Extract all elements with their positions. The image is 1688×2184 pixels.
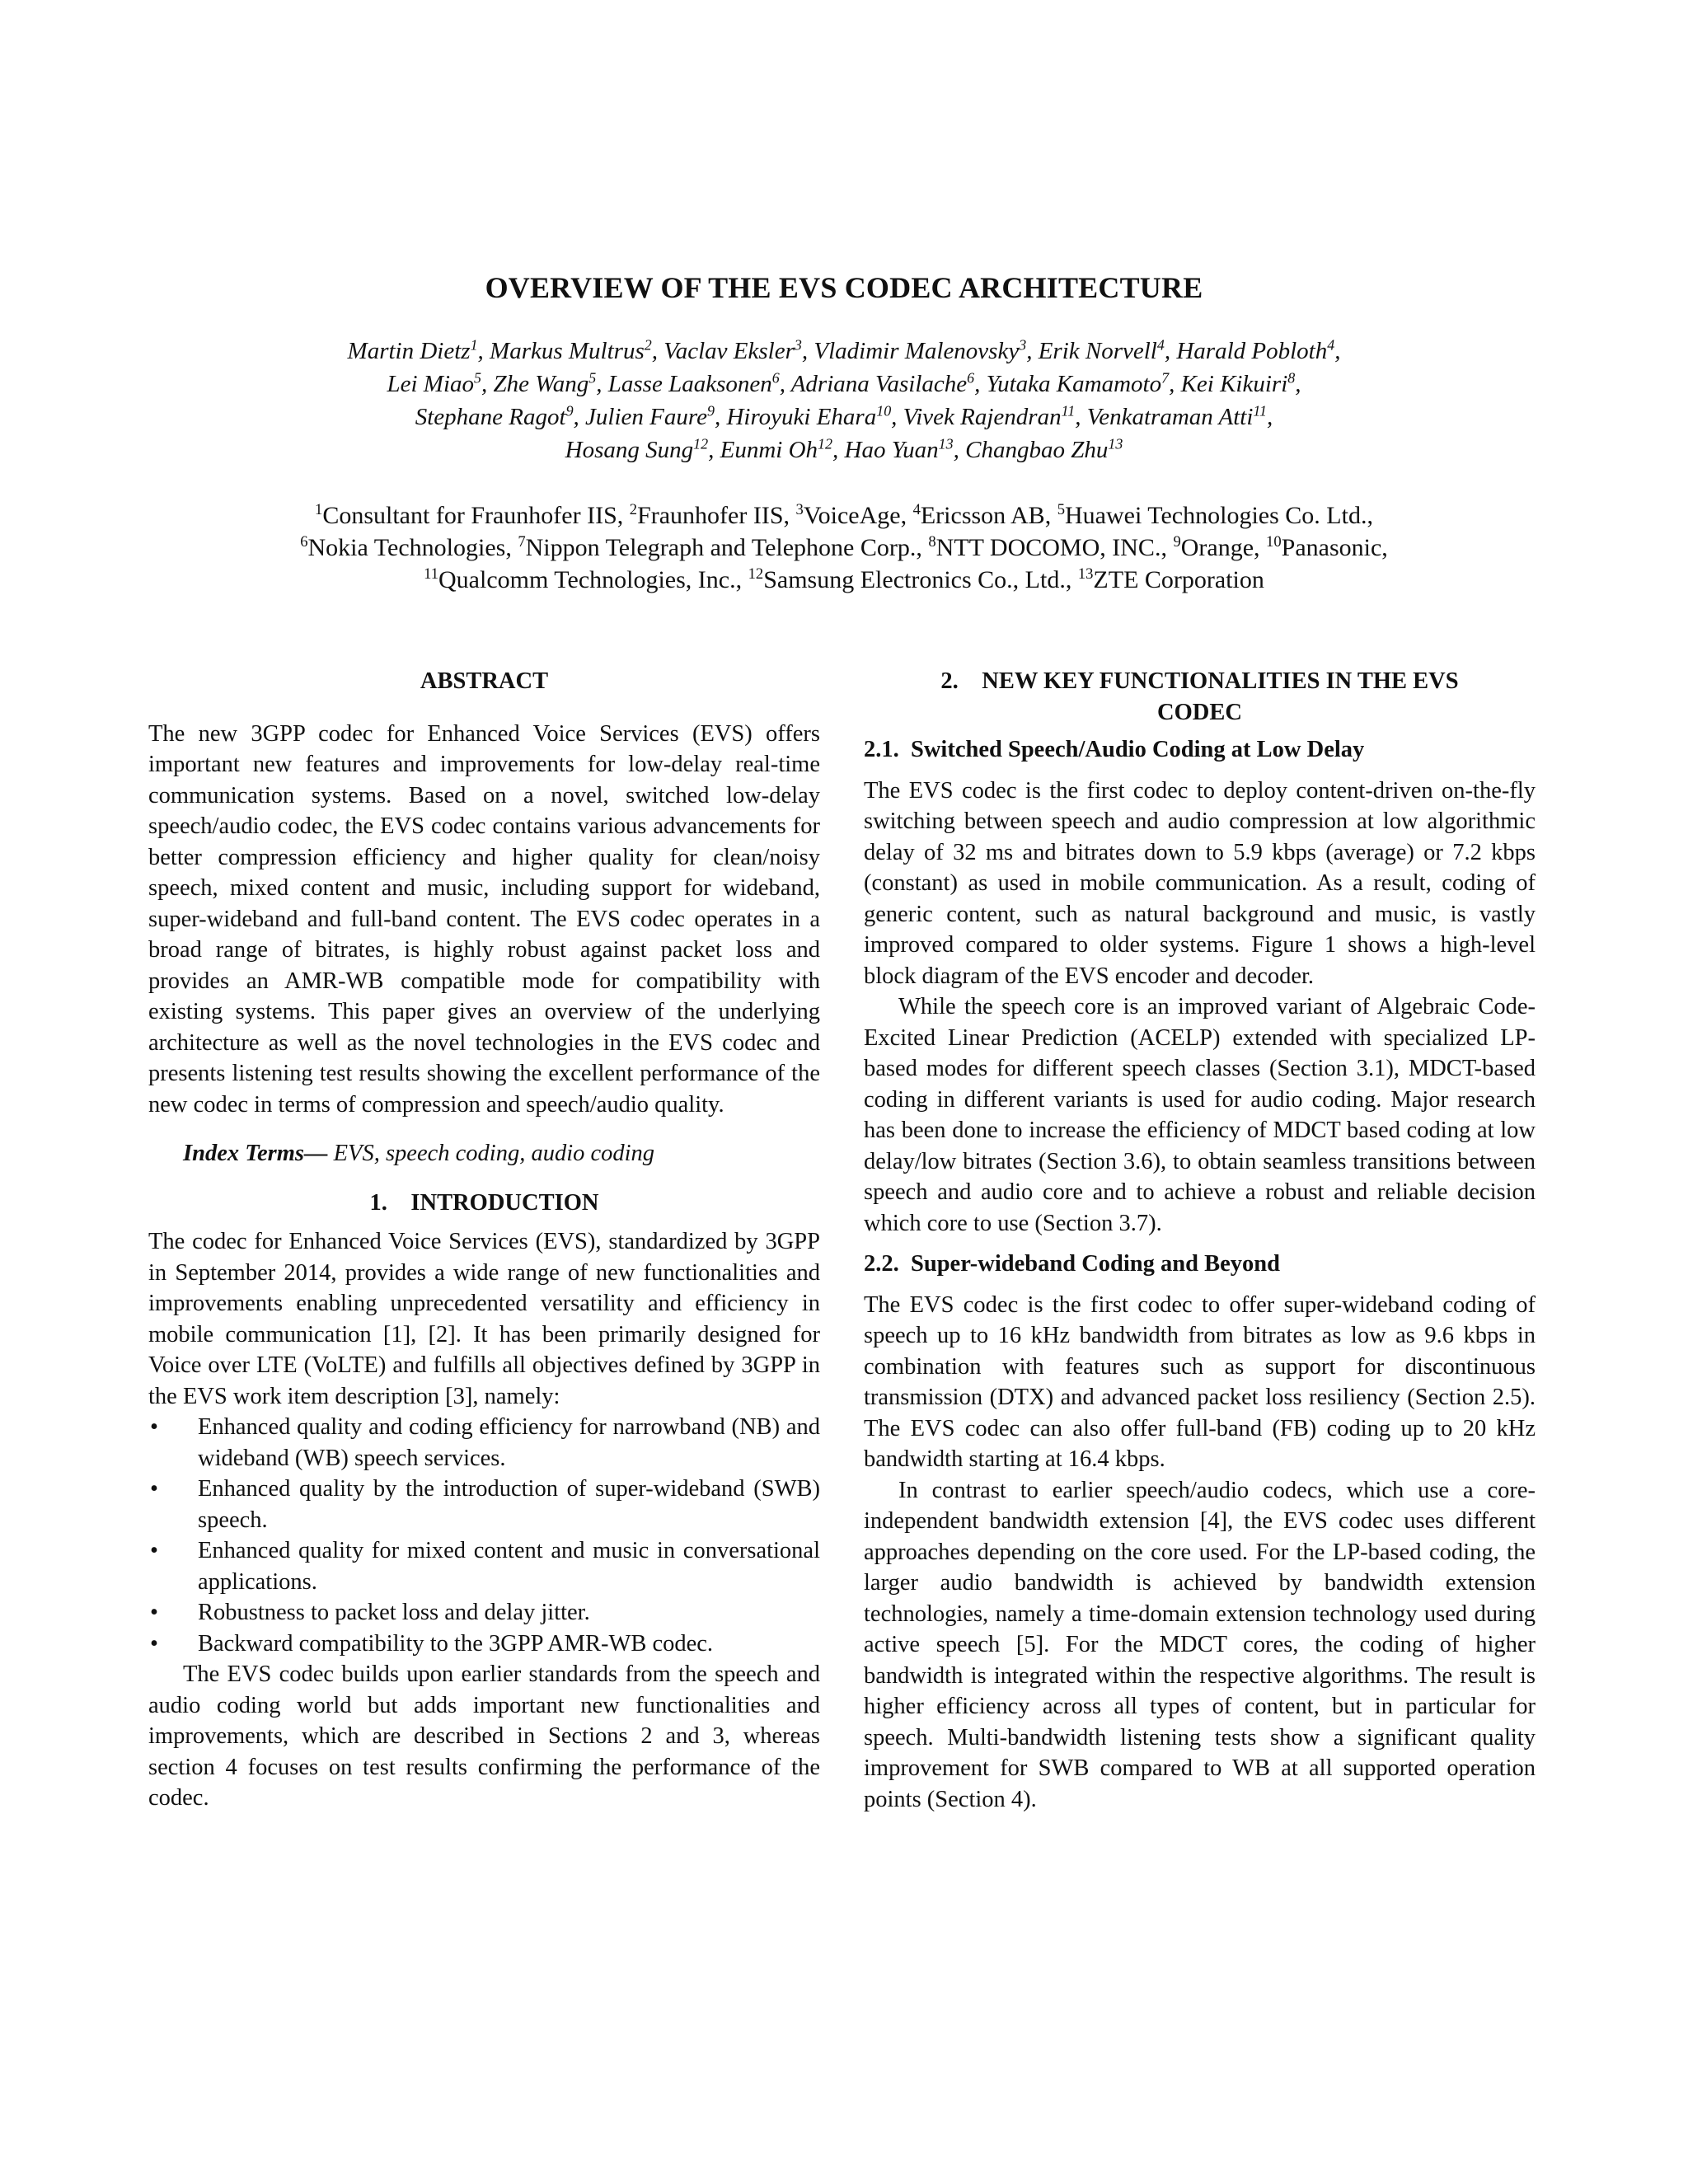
affiliation-separator: , xyxy=(1381,534,1388,561)
affiliation-name: Nippon Telegraph and Telephone Corp. xyxy=(525,534,917,561)
affiliation-number: 8 xyxy=(928,533,936,551)
bullet-text: Enhanced quality for mixed content and music in conversational applications. xyxy=(198,1538,820,1595)
author-separator: , xyxy=(708,437,720,463)
author-separator: , xyxy=(1267,404,1273,430)
bullet-icon: • xyxy=(150,1600,158,1625)
bullet-icon: • xyxy=(150,1538,158,1563)
introduction-paragraph-2: The EVS codec builds upon earlier standards from the speech and audio coding world but adds important new functionalities and improvements, which are described in Sections 2 and 3, whereas section 4 focuses on test results confirming the performance of the codec. xyxy=(148,1661,820,1811)
affiliation-separator: , xyxy=(1044,502,1057,529)
subsection-2-2-heading: 2.2. Super-wideband Coding and Beyond xyxy=(864,1251,1280,1277)
index-terms-text: EVS, speech coding, audio coding xyxy=(327,1141,655,1166)
author-line xyxy=(148,368,1540,401)
introduction-paragraph-1: The codec for Enhanced Voice Services (EVS), standardized by 3GPP in September 2014, provides a wide range of new functionalities and improvements enabling unprecedented versatility and efficiency in mobile communication [1], [2]. It has been primarily designed for Voice over LTE (VoLTE) and fulfills all objectives defined by 3GPP in the EVS work item description [3], namely: xyxy=(148,1229,820,1409)
affiliation-number: 12 xyxy=(748,565,764,583)
bullet-text: Backward compatibility to the 3GPP AMR-WB codec. xyxy=(198,1630,714,1657)
author-name: Eunmi Oh xyxy=(720,437,818,463)
author-separator: , xyxy=(974,371,987,397)
author-name: Changbao Zhu xyxy=(965,437,1109,463)
affiliation-separator: , xyxy=(505,534,518,561)
affiliation-number: 7 xyxy=(518,533,526,551)
author-name: Hosang Sung xyxy=(565,437,694,463)
author-affiliation-number: 3 xyxy=(1019,336,1027,354)
author-affiliation-number: 4 xyxy=(1327,336,1335,354)
bullet-item xyxy=(148,1597,820,1629)
affiliation-separator: , xyxy=(916,534,929,561)
affiliation-name: Nokia Technologies xyxy=(307,534,506,561)
author-affiliation-number: 13 xyxy=(1108,435,1123,452)
author-name: Martin Dietz xyxy=(347,338,471,364)
affiliation-number: 5 xyxy=(1057,501,1065,518)
author-affiliation-number: 4 xyxy=(1156,336,1165,354)
affiliation-separator: , xyxy=(783,502,796,529)
author-separator: , xyxy=(596,371,608,397)
author-name: Hao Yuan xyxy=(844,437,939,463)
author-name: Vaclav Eksler xyxy=(663,338,795,364)
affiliation-line xyxy=(148,564,1540,596)
section-2-heading xyxy=(864,666,1536,728)
affiliation-name: Panasonic xyxy=(1281,534,1382,561)
author-line xyxy=(148,401,1540,434)
affiliation-separator: , xyxy=(1367,502,1373,529)
affiliation-number: 10 xyxy=(1266,533,1282,551)
affiliation-separator: , xyxy=(617,502,630,529)
affiliation-number: 11 xyxy=(424,565,439,583)
author-name: Erik Norvell xyxy=(1038,338,1157,364)
bullet-text: Enhanced quality and coding efficiency for narrowband (NB) and wideband (WB) speech services. xyxy=(198,1414,820,1471)
author-name: Yutaka Kamamoto xyxy=(986,371,1162,397)
index-terms xyxy=(148,1138,820,1169)
affiliation-name: Ericsson AB xyxy=(920,502,1045,529)
author-separator: , xyxy=(481,371,494,397)
author-affiliation-number: 2 xyxy=(644,336,652,354)
affiliation-name: VoiceAge xyxy=(803,502,901,529)
bullet-item xyxy=(148,1629,820,1660)
author-name: Lasse Laaksonen xyxy=(607,371,772,397)
author-name: Lei Miao xyxy=(387,371,475,397)
author-separator: , xyxy=(891,404,903,430)
author-separator: , xyxy=(714,404,727,430)
bullet-icon: • xyxy=(150,1414,158,1440)
author-name: Julien Faure xyxy=(585,404,707,430)
author-name: Markus Multrus xyxy=(490,338,645,364)
author-affiliation-number: 8 xyxy=(1287,369,1296,387)
index-terms-label: Index Terms— xyxy=(183,1141,328,1166)
author-line xyxy=(148,335,1540,368)
author-affiliation-number: 13 xyxy=(938,435,954,452)
author-separator: , xyxy=(1026,338,1039,364)
author-line xyxy=(148,434,1540,466)
introduction-bullet-list xyxy=(148,1412,820,1659)
author-name: Zhe Wang xyxy=(493,371,589,397)
author-affiliation-number: 9 xyxy=(565,402,574,419)
affiliation-number: 1 xyxy=(315,501,323,518)
author-separator: , xyxy=(1295,371,1301,397)
affiliation-separator: , xyxy=(735,566,748,593)
abstract-heading: ABSTRACT xyxy=(420,668,549,694)
author-separator: , xyxy=(477,338,490,364)
author-name: Adriana Vasilache xyxy=(790,371,968,397)
affiliation-name: Samsung Electronics Co., Ltd. xyxy=(763,566,1066,593)
affiliation-separator: , xyxy=(1160,534,1174,561)
bullet-item xyxy=(148,1535,820,1597)
author-name: Vladimir Malenovsky xyxy=(814,338,1020,364)
author-separator: , xyxy=(1075,404,1087,430)
section-2-heading-line-2: CODEC xyxy=(1157,699,1242,725)
affiliation-number: 6 xyxy=(300,533,308,551)
author-affiliation-number: 9 xyxy=(706,402,715,419)
affiliation-separator: , xyxy=(900,502,913,529)
author-separator: , xyxy=(832,437,845,463)
affiliation-number: 2 xyxy=(629,501,638,518)
affiliation-name: Fraunhofer IIS xyxy=(637,502,784,529)
affiliation-name: ZTE Corporation xyxy=(1093,566,1264,593)
author-name: Stephane Ragot xyxy=(415,404,566,430)
author-affiliation-number: 6 xyxy=(967,369,975,387)
affiliation-number: 13 xyxy=(1077,565,1094,583)
author-affiliation-number: 12 xyxy=(818,435,832,452)
affiliation-name: NTT DOCOMO, INC. xyxy=(935,534,1161,561)
author-affiliation-number: 11 xyxy=(1061,402,1076,419)
right-column xyxy=(864,666,1536,1815)
affiliation-number: 4 xyxy=(912,501,921,518)
bullet-item xyxy=(148,1474,820,1535)
author-list xyxy=(148,335,1540,466)
affiliation-name: Huawei Technologies Co. Ltd. xyxy=(1065,502,1367,529)
author-name: Venkatraman Atti xyxy=(1086,404,1254,430)
author-affiliation-number: 5 xyxy=(588,369,597,387)
author-affiliation-number: 6 xyxy=(771,369,780,387)
affiliation-name: Consultant for Fraunhofer IIS xyxy=(322,502,617,529)
affiliation-list xyxy=(148,499,1540,596)
affiliation-line xyxy=(148,499,1540,532)
affiliation-number: 9 xyxy=(1173,533,1181,551)
author-name: Harald Pobloth xyxy=(1176,338,1328,364)
affiliation-name: Orange xyxy=(1180,534,1254,561)
left-column xyxy=(148,666,820,1814)
introduction-heading: 1. INTRODUCTION xyxy=(369,1189,599,1216)
author-separator: , xyxy=(779,371,791,397)
author-affiliation-number: 3 xyxy=(794,336,802,354)
abstract-text: The new 3GPP codec for Enhanced Voice Services (EVS) offers important new features and improvements for low-delay real-time communication systems. Based on a novel, switched low-delay speech/audio codec, the EVS codec contains various advancements for better compression efficiency and higher quality for clean/noisy speech, mixed content and music, including support for wideband, super-wideband and full-band content. The EVS codec operates in a broad range of bitrates, is highly robust against packet loss and provides an AMR-WB compatible mode for compatibility with existing systems. This paper gives an overview of the underlying architecture as well as the novel technologies in the EVS codec and presents listening test results showing the excellent performance of the new codec in terms of compression and speech/audio quality. xyxy=(148,720,820,1118)
subsection-2-1-paragraph-2: While the speech core is an improved variant of Algebraic Code-Excited Linear Prediction (ACELP) extended with specialized LP-based modes for different speech classes (Section 3.1), MDCT-based coding in different variants is used for audio coding. Major research has been done to increase the efficiency of MDCT based coding at low delay/low bitrates (Section 3.6), to obtain seamless transitions between speech and audio core and to achieve a robust and reliable decision which core to use (Section 3.7). xyxy=(864,994,1536,1236)
author-affiliation-number: 1 xyxy=(470,336,478,354)
subsection-2-1-heading: 2.1. Switched Speech/Audio Coding at Low Delay xyxy=(864,737,1365,762)
author-separator: , xyxy=(1334,338,1341,364)
paper-title: OVERVIEW OF THE EVS CODEC ARCHITECTURE xyxy=(485,271,1203,304)
affiliation-number: 3 xyxy=(795,501,804,518)
affiliation-line xyxy=(148,532,1540,564)
author-name: Vivek Rajendran xyxy=(903,404,1062,430)
author-separator: , xyxy=(1164,338,1177,364)
author-separator: , xyxy=(801,338,814,364)
bullet-item xyxy=(148,1412,820,1474)
subsection-2-1-paragraph-1: The EVS codec is the first codec to deploy content-driven on-the-fly switching between speech and audio compression at low algorithmic delay of 32 ms and bitrates down to 5.9 kbps (average) or 7.2 kbps (constant) as used in mobile communication. As a result, coding of generic content, such as natural background and music, is vastly improved compared to older systems. Figure 1 shows a high-level block diagram of the EVS encoder and decoder. xyxy=(864,777,1536,989)
author-name: Hiroyuki Ehara xyxy=(726,404,877,430)
author-affiliation-number: 5 xyxy=(474,369,482,387)
bullet-text: Enhanced quality by the introduction of super-wideband (SWB) speech. xyxy=(198,1476,820,1533)
author-separator: , xyxy=(651,338,664,364)
bullet-icon: • xyxy=(150,1630,158,1657)
author-separator: , xyxy=(953,437,966,463)
author-affiliation-number: 12 xyxy=(693,435,709,452)
affiliation-name: Qualcomm Technologies, Inc. xyxy=(438,566,736,593)
bullet-text: Robustness to packet loss and delay jitter. xyxy=(198,1600,590,1625)
section-2-heading-line-1: 2. NEW KEY FUNCTIONALITIES IN THE EVS xyxy=(940,668,1459,694)
author-separator: , xyxy=(573,404,586,430)
author-affiliation-number: 11 xyxy=(1253,402,1268,419)
subsection-2-2-paragraph-1: The EVS codec is the first codec to offer super-wideband coding of speech up to 16 kHz bandwidth from bitrates as low as 9.6 kbps in combination with features such as support for discontinuous transmission (DTX) and advanced packet loss resiliency (Section 2.5). The EVS codec can also offer full-band (FB) coding up to 20 kHz bandwidth starting at 16.4 kbps. xyxy=(864,1291,1536,1472)
author-affiliation-number: 10 xyxy=(876,402,892,419)
affiliation-separator: , xyxy=(1065,566,1078,593)
author-affiliation-number: 7 xyxy=(1161,369,1170,387)
bullet-icon: • xyxy=(150,1476,158,1502)
affiliation-separator: , xyxy=(1254,534,1267,561)
subsection-2-2-paragraph-2: In contrast to earlier speech/audio codecs, which use a core-independent bandwidth extension [4], the EVS codec uses different approaches depending on the core used. For the LP-based coding, the larger audio bandwidth is achieved by bandwidth extension technologies, namely a time-domain extension technology used during active speech [5]. For the MDCT cores, the coding of higher bandwidth is integrated within the respective algorithms. The result is higher efficiency across all types of content, but in particular for speech. Multi-bandwidth listening tests show a significant quality improvement for SWB compared to WB at all supported operation points (Section 4). xyxy=(864,1477,1536,1812)
author-name: Kei Kikuiri xyxy=(1180,371,1288,397)
author-separator: , xyxy=(1169,371,1181,397)
